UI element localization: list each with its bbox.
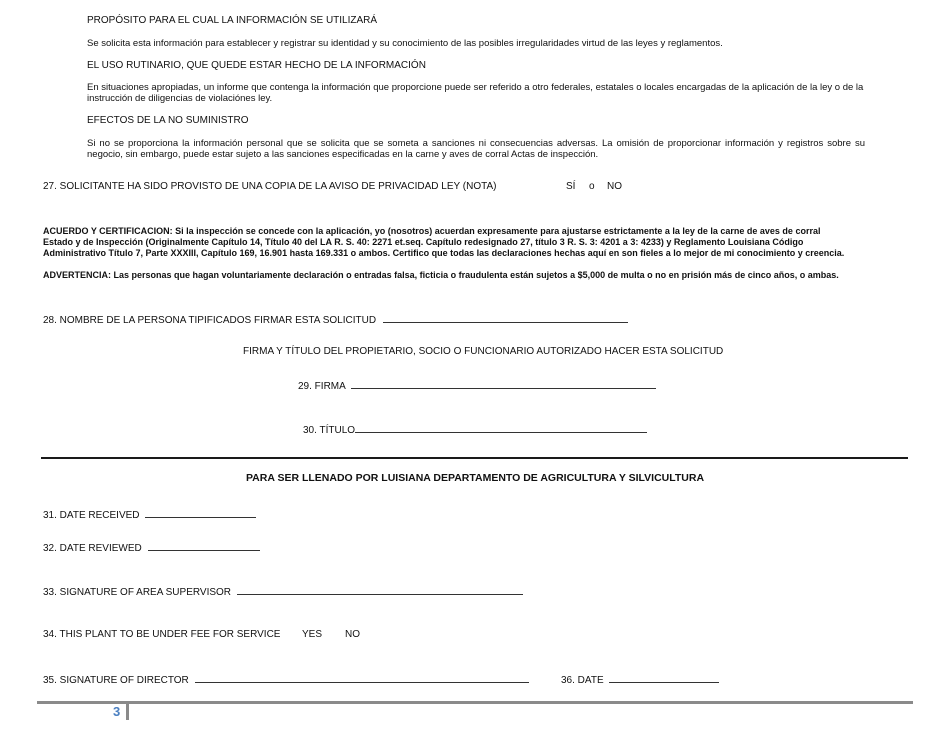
q35-label: 35. SIGNATURE OF DIRECTOR	[43, 675, 189, 686]
q32-date-reviewed-field[interactable]	[148, 541, 260, 551]
certification-line-3: Administrativo Título 7, Parte XXXIII, Capítulo 169, 16.901 hasta 169.331 o ambos. Certifico que todas las declaraciones hechas aquí en son fieles a lo mejor de mi conocimiento y creencia.	[43, 248, 845, 258]
q27-or: o	[589, 181, 595, 192]
page-number: 3	[113, 704, 121, 719]
q35-director-signature-field[interactable]	[195, 673, 529, 683]
certification-line-1: ACUERDO Y CERTIFICACION: Si la inspección se concede con la aplicación, yo (nosotros) acuerdan expresamente para ajustarse estrictamente a la ley de la carne de aves de corral	[43, 226, 821, 236]
q30-row	[303, 423, 647, 437]
q34-yes-option[interactable]: YES	[302, 629, 323, 640]
q31-label: 31. DATE RECEIVED	[43, 510, 140, 521]
q31-date-received-field[interactable]	[145, 508, 256, 518]
q32-row	[43, 541, 260, 555]
q27-yes-option[interactable]: SÍ	[566, 181, 576, 192]
q29-row	[298, 379, 656, 393]
effects-heading: EFECTOS DE LA NO SUMINISTRO	[87, 115, 249, 126]
effects-text: Si no se proporciona la información personal que se solicita que se someta a sanciones ni consecuencias adversas. La omisión de proporcionar información y registros sobre su negocio, sin embargo, puede estar sujeto a las sanciones especificadas en la carne y aves de corral Actas de inspección.	[87, 138, 865, 160]
q31-row	[43, 508, 256, 522]
routine-use-heading: EL USO RUTINARIO, QUE QUEDE ESTAR HECHO DE LA INFORMACIÓN	[87, 60, 426, 71]
section-divider	[41, 457, 908, 459]
q29-label: 29. FIRMA	[298, 381, 346, 392]
q27-no-option[interactable]: NO	[607, 181, 622, 192]
office-section-heading: PARA SER LLENADO POR LUISIANA DEPARTAMENTO DE AGRICULTURA Y SILVICULTURA	[245, 472, 705, 484]
q36-date-field[interactable]	[609, 673, 719, 683]
q32-label: 32. DATE REVIEWED	[43, 543, 142, 554]
q36-label: 36. DATE	[561, 675, 604, 686]
q28-name-field[interactable]	[383, 313, 628, 323]
purpose-heading: PROPÓSITO PARA EL CUAL LA INFORMACIÓN SE UTILIZARÁ	[87, 15, 378, 26]
q30-label: 30. TÍTULO	[303, 425, 356, 436]
q34-label: 34. THIS PLANT TO BE UNDER FEE FOR SERVICE	[43, 629, 281, 640]
footer-rule	[37, 701, 913, 704]
signature-caption: FIRMA Y TÍTULO DEL PROPIETARIO, SOCIO O FUNCIONARIO AUTORIZADO HACER ESTA SOLICITUD	[243, 346, 724, 357]
warning-text: ADVERTENCIA: Las personas que hagan voluntariamente declaración o entradas falsa, ficticia o fraudulenta están sujetos a $5,000 de multa o no en prisión más de cinco años, o ambas.	[43, 270, 839, 280]
footer-page-separator	[126, 704, 129, 720]
q33-row	[43, 585, 523, 599]
q36-row	[561, 673, 719, 687]
q34-no-option[interactable]: NO	[345, 629, 360, 640]
certification-line-2: Estado y de Inspección (Originalmente Capítulo 14, Título 40 del LA R. S. 40: 2271 et.seq. Capítulo redesignado 27, título 3 R. S. 3: 4201 a 3: 4233) y Reglamento Louisiana Código	[43, 237, 804, 247]
routine-use-text: En situaciones apropiadas, un informe que contenga la información que proporcione puede ser referido a otro federales, estatales o locales encargadas de la aplicación de la ley o de la instrucción de diligencias de violaciónes ley.	[87, 82, 864, 104]
q28-label: 28. NOMBRE DE LA PERSONA TIPIFICADOS FIRMAR ESTA SOLICITUD	[43, 315, 377, 326]
purpose-text: Se solicita esta información para establecer y registrar su identidad y su conocimiento de las posibles irregularidades virtud de las leyes y reglamentos.	[87, 38, 723, 49]
q29-signature-field[interactable]	[351, 379, 656, 389]
q33-supervisor-signature-field[interactable]	[237, 585, 523, 595]
q28-row	[43, 313, 628, 327]
q27-label: 27. SOLICITANTE HA SIDO PROVISTO DE UNA COPIA DE LA AVISO DE PRIVACIDAD LEY (NOTA)	[43, 181, 497, 192]
q33-label: 33. SIGNATURE OF AREA SUPERVISOR	[43, 587, 232, 598]
q35-row	[43, 673, 529, 687]
q30-title-field[interactable]	[355, 423, 647, 433]
